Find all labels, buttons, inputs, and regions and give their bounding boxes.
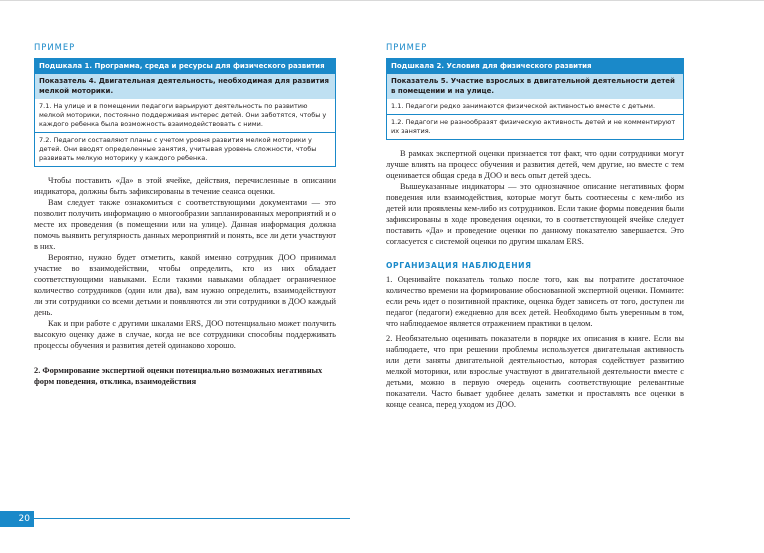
indicator-item: 7.2. Педагоги составляют планы с учетом уровня развития мелкой моторики у детей. Они вводят определенные занятия, учитывая уровень сложности, чтобы развивать мелкую моторику у каждого ребенка. [34, 133, 336, 167]
section-title: ОРГАНИЗАЦИЯ НАБЛЮДЕНИЯ [386, 261, 532, 270]
indicator-item: 1.1. Педагоги редко занимаются физической активностью вместе с детьми. [386, 99, 684, 115]
body-paragraph: Вероятно, нужно будет отметить, какой именно сотрудник ДОО принимал участие во взаимодействии, чтобы определить, кто из них обладает соответствующими навыками. Если такими навыками обладает ограниченное количество сотрудников (один или два), вам нужно определить, взаимодействуют ли эти сотрудники со всеми детьми и появляются ли эти сотрудники в ДОО каждый день. [34, 253, 336, 317]
page-number: 20 [0, 511, 34, 527]
right-page [386, 38, 684, 410]
numbered-paragraph: 1. Оценивайте показатель только после того, как вы потратите достаточное количество времени на формирование обоснованной экспертной оценки. Помните: если речь идет о позитивной практике, оценка будет зависеть от того, доступен ли педагог (педагоги) ежедневно для всех детей. Необходимо быть уверенным в том, что наблюдаемое является отражением практики в целом. [386, 275, 684, 328]
example-box [34, 58, 336, 167]
numbered-heading: 2. Формирование экспертной оценки потенциально возможных негативных форм поведения, отклика, взаимодействия [34, 366, 323, 386]
indicator-item: 1.2. Педагоги не разнообразят физическую активность детей и не комментируют их занятия. [386, 115, 684, 140]
top-edge-line [0, 0, 764, 1]
body-paragraph: Вышеуказанные индикаторы — это однозначное описание негативных форм поведения или взаимодействия, которые могут быть соотнесены с кем-либо из детей или проявлены кем-либо из сотрудников. Если такие формы поведения были зафиксированы в ходе проведения оценки, то в соответствующей ячейке следует поставить «Да» и проведение оценки по данному показателю завершается. Это согласуется с системой оценки по другим шкалам ERS. [386, 182, 684, 246]
example-box [386, 58, 684, 140]
body-paragraph: В рамках экспертной оценки признается тот факт, что одни сотрудники могут лучше влиять на процесс обучения и развития детей, чем другие, но вместе с тем оценивается общая среда в ДОО и весь опыт детей здесь. [386, 149, 684, 180]
numbered-paragraph: 2. Необязательно оценивать показатели в порядке их описания в книге. Если вы наблюдаете, что при решении проблемы используется двигательная активность или дети заняты двигательной деятельностью, которая содействует развитию мелкой моторики, или взрослые участвуют в двигательной деятельности вместе с детьми, можно в первую очередь оценить соответствующие релевантные показатели. Часто бывает удобнее делать заметки и проставлять все оценки в конце сеанса, перед уходом из ДОО. [386, 334, 684, 409]
left-page [34, 38, 336, 387]
body-paragraph: Как и при работе с другими шкалами ERS, ДОО потенциально может получить высокую оценку даже в случае, когда не все сотрудники способны поддерживать процессы обучения и развития детей одинаково хорошо. [34, 319, 336, 350]
body-paragraph: Вам следует также ознакомиться с соответствующими документами — это позволит получить информацию о многообразии запланированных мероприятий и о месте их проведения (в помещении или на улице). Данная информация должна помочь выявить регулярность данных мероприятий и понять, все ли дети участвуют в них. [34, 198, 336, 251]
body-paragraph: Чтобы поставить «Да» в этой ячейке, действия, перечисленные в описании индикатора, должны быть зафиксированы в течение сеанса оценки. [34, 176, 336, 196]
indicator-header: Показатель 4. Двигательная деятельность, необходимая для развития мелкой моторики. [34, 74, 336, 99]
example-label: ПРИМЕР [34, 42, 76, 52]
indicator-header: Показатель 5. Участие взрослых в двигательной деятельности детей в помещении и на улице. [386, 74, 684, 99]
footer-rule [34, 518, 350, 519]
subscale-header: Подшкала 1. Программа, среда и ресурсы для физического развития [34, 58, 336, 74]
example-label: ПРИМЕР [386, 42, 428, 52]
subscale-header: Подшкала 2. Условия для физического развития [386, 58, 684, 74]
indicator-item: 7.1. На улице и в помещении педагоги варьируют деятельность по развитию мелкой моторики, постоянно поддерживая интерес детей. Они заботятся, чтобы у каждого ребенка была возможность взаимодействовать с ними. [34, 99, 336, 133]
